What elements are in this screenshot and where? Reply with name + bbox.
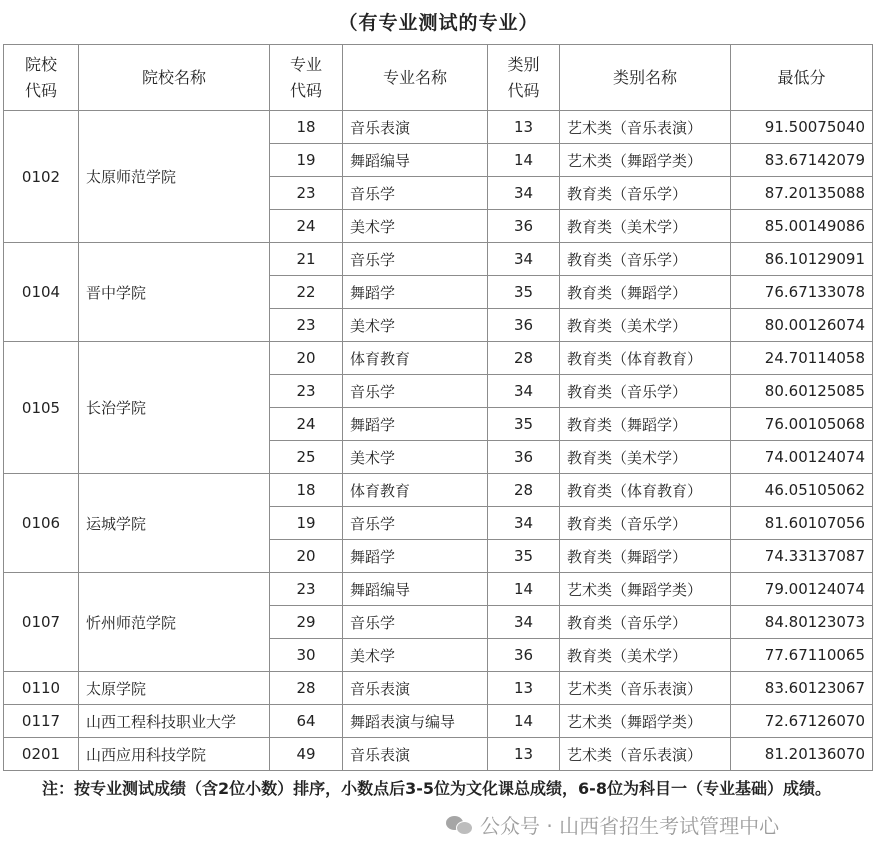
school-name-cell: 忻州师范学院	[79, 573, 270, 672]
category-code-cell: 14	[488, 573, 560, 606]
page-title: （有专业测试的专业）	[338, 12, 539, 34]
school-name-cell: 长治学院	[79, 342, 270, 474]
major-code-cell: 23	[270, 573, 343, 606]
category-code-cell: 35	[488, 540, 560, 573]
table-header-row	[4, 45, 873, 111]
major-name-cell: 舞蹈编导	[343, 573, 488, 606]
major-code-cell: 23	[270, 375, 343, 408]
major-code-cell: 21	[270, 243, 343, 276]
school-code-cell: 0117	[4, 705, 79, 738]
major-name-cell: 舞蹈表演与编导	[343, 705, 488, 738]
category-name-cell: 艺术类（音乐表演）	[560, 672, 731, 705]
table-row	[4, 573, 873, 606]
major-code-cell: 24	[270, 408, 343, 441]
watermark	[446, 810, 779, 839]
major-name-cell: 音乐学	[343, 606, 488, 639]
min-score-cell: 91.50075040	[731, 111, 873, 144]
school-name-cell: 山西工程科技职业大学	[79, 705, 270, 738]
min-score-cell: 83.60123067	[731, 672, 873, 705]
major-name-cell: 舞蹈学	[343, 276, 488, 309]
major-code-cell: 23	[270, 177, 343, 210]
category-name-cell: 教育类（体育教育）	[560, 474, 731, 507]
category-name-cell: 艺术类（舞蹈学类）	[560, 573, 731, 606]
header-school-code: 院校 代码	[4, 45, 79, 111]
major-code-cell: 20	[270, 540, 343, 573]
major-name-cell: 舞蹈学	[343, 540, 488, 573]
table-row	[4, 243, 873, 276]
category-code-cell: 35	[488, 276, 560, 309]
category-name-cell: 艺术类（舞蹈学类）	[560, 705, 731, 738]
min-score-cell: 77.67110065	[731, 639, 873, 672]
category-name-cell: 艺术类（音乐表演）	[560, 738, 731, 771]
category-name-cell: 艺术类（音乐表演）	[560, 111, 731, 144]
major-code-cell: 25	[270, 441, 343, 474]
school-code-cell: 0201	[4, 738, 79, 771]
min-score-cell: 87.20135088	[731, 177, 873, 210]
category-name-cell: 教育类（音乐学）	[560, 375, 731, 408]
min-score-cell: 72.67126070	[731, 705, 873, 738]
school-name-cell: 晋中学院	[79, 243, 270, 342]
table-row	[4, 738, 873, 771]
table-row	[4, 474, 873, 507]
major-code-cell: 20	[270, 342, 343, 375]
category-name-cell: 教育类（美术学）	[560, 309, 731, 342]
header-major-code: 专业 代码	[270, 45, 343, 111]
min-score-cell: 86.10129091	[731, 243, 873, 276]
major-code-cell: 49	[270, 738, 343, 771]
major-name-cell: 美术学	[343, 441, 488, 474]
category-code-cell: 34	[488, 606, 560, 639]
min-score-cell: 81.20136070	[731, 738, 873, 771]
table-row	[4, 111, 873, 144]
major-name-cell: 体育教育	[343, 342, 488, 375]
category-name-cell: 艺术类（舞蹈学类）	[560, 144, 731, 177]
major-code-cell: 22	[270, 276, 343, 309]
category-code-cell: 36	[488, 441, 560, 474]
major-code-cell: 28	[270, 672, 343, 705]
major-code-cell: 64	[270, 705, 343, 738]
school-code-cell: 0110	[4, 672, 79, 705]
major-code-cell: 29	[270, 606, 343, 639]
min-score-cell: 76.00105068	[731, 408, 873, 441]
score-table	[3, 44, 873, 771]
major-name-cell: 舞蹈编导	[343, 144, 488, 177]
watermark-text: 公众号 · 山西省招生考试管理中心	[480, 814, 780, 838]
major-code-cell: 19	[270, 507, 343, 540]
school-code-cell: 0106	[4, 474, 79, 573]
category-code-cell: 13	[488, 111, 560, 144]
min-score-cell: 74.33137087	[731, 540, 873, 573]
min-score-cell: 81.60107056	[731, 507, 873, 540]
header-min-score: 最低分	[731, 45, 873, 111]
major-name-cell: 音乐表演	[343, 738, 488, 771]
category-code-cell: 14	[488, 144, 560, 177]
category-code-cell: 34	[488, 243, 560, 276]
wechat-icon	[446, 815, 472, 835]
min-score-cell: 85.00149086	[731, 210, 873, 243]
min-score-cell: 74.00124074	[731, 441, 873, 474]
category-code-cell: 14	[488, 705, 560, 738]
school-name-cell: 运城学院	[79, 474, 270, 573]
min-score-cell: 80.00126074	[731, 309, 873, 342]
major-name-cell: 音乐学	[343, 243, 488, 276]
category-code-cell: 34	[488, 375, 560, 408]
category-name-cell: 教育类（音乐学）	[560, 243, 731, 276]
table-row	[4, 342, 873, 375]
category-code-cell: 28	[488, 474, 560, 507]
footnote: 注：按专业测试成绩（含2位小数）排序，小数点后3-5位为文化课总成绩，6-8位为科目一（专业基础）成绩。	[42, 779, 831, 798]
category-name-cell: 教育类（音乐学）	[560, 507, 731, 540]
category-code-cell: 36	[488, 210, 560, 243]
min-score-cell: 24.70114058	[731, 342, 873, 375]
major-name-cell: 舞蹈学	[343, 408, 488, 441]
major-name-cell: 音乐表演	[343, 672, 488, 705]
min-score-cell: 46.05105062	[731, 474, 873, 507]
category-code-cell: 34	[488, 507, 560, 540]
major-name-cell: 美术学	[343, 639, 488, 672]
header-category-code: 类别 代码	[488, 45, 560, 111]
min-score-cell: 83.67142079	[731, 144, 873, 177]
major-name-cell: 音乐表演	[343, 111, 488, 144]
major-code-cell: 18	[270, 111, 343, 144]
school-code-cell: 0104	[4, 243, 79, 342]
school-code-cell: 0107	[4, 573, 79, 672]
school-code-cell: 0105	[4, 342, 79, 474]
category-name-cell: 教育类（音乐学）	[560, 177, 731, 210]
min-score-cell: 79.00124074	[731, 573, 873, 606]
major-name-cell: 音乐学	[343, 507, 488, 540]
category-name-cell: 教育类（舞蹈学）	[560, 408, 731, 441]
major-name-cell: 美术学	[343, 309, 488, 342]
major-name-cell: 美术学	[343, 210, 488, 243]
category-name-cell: 教育类（美术学）	[560, 210, 731, 243]
major-code-cell: 18	[270, 474, 343, 507]
header-major-name: 专业名称	[343, 45, 488, 111]
category-name-cell: 教育类（美术学）	[560, 639, 731, 672]
school-code-cell: 0102	[4, 111, 79, 243]
category-name-cell: 教育类（美术学）	[560, 441, 731, 474]
major-code-cell: 30	[270, 639, 343, 672]
category-code-cell: 28	[488, 342, 560, 375]
major-code-cell: 24	[270, 210, 343, 243]
major-name-cell: 音乐学	[343, 177, 488, 210]
major-code-cell: 19	[270, 144, 343, 177]
major-name-cell: 体育教育	[343, 474, 488, 507]
header-school-name: 院校名称	[79, 45, 270, 111]
major-name-cell: 音乐学	[343, 375, 488, 408]
table-body	[4, 111, 873, 771]
category-code-cell: 36	[488, 309, 560, 342]
header-category-name: 类别名称	[560, 45, 731, 111]
min-score-cell: 84.80123073	[731, 606, 873, 639]
table-row	[4, 705, 873, 738]
school-name-cell: 山西应用科技学院	[79, 738, 270, 771]
category-code-cell: 13	[488, 738, 560, 771]
category-name-cell: 教育类（音乐学）	[560, 606, 731, 639]
min-score-cell: 80.60125085	[731, 375, 873, 408]
school-name-cell: 太原师范学院	[79, 111, 270, 243]
min-score-cell: 76.67133078	[731, 276, 873, 309]
school-name-cell: 太原学院	[79, 672, 270, 705]
table-row	[4, 672, 873, 705]
category-name-cell: 教育类（舞蹈学）	[560, 540, 731, 573]
category-code-cell: 13	[488, 672, 560, 705]
major-code-cell: 23	[270, 309, 343, 342]
category-code-cell: 36	[488, 639, 560, 672]
category-name-cell: 教育类（体育教育）	[560, 342, 731, 375]
category-code-cell: 34	[488, 177, 560, 210]
category-code-cell: 35	[488, 408, 560, 441]
category-name-cell: 教育类（舞蹈学）	[560, 276, 731, 309]
